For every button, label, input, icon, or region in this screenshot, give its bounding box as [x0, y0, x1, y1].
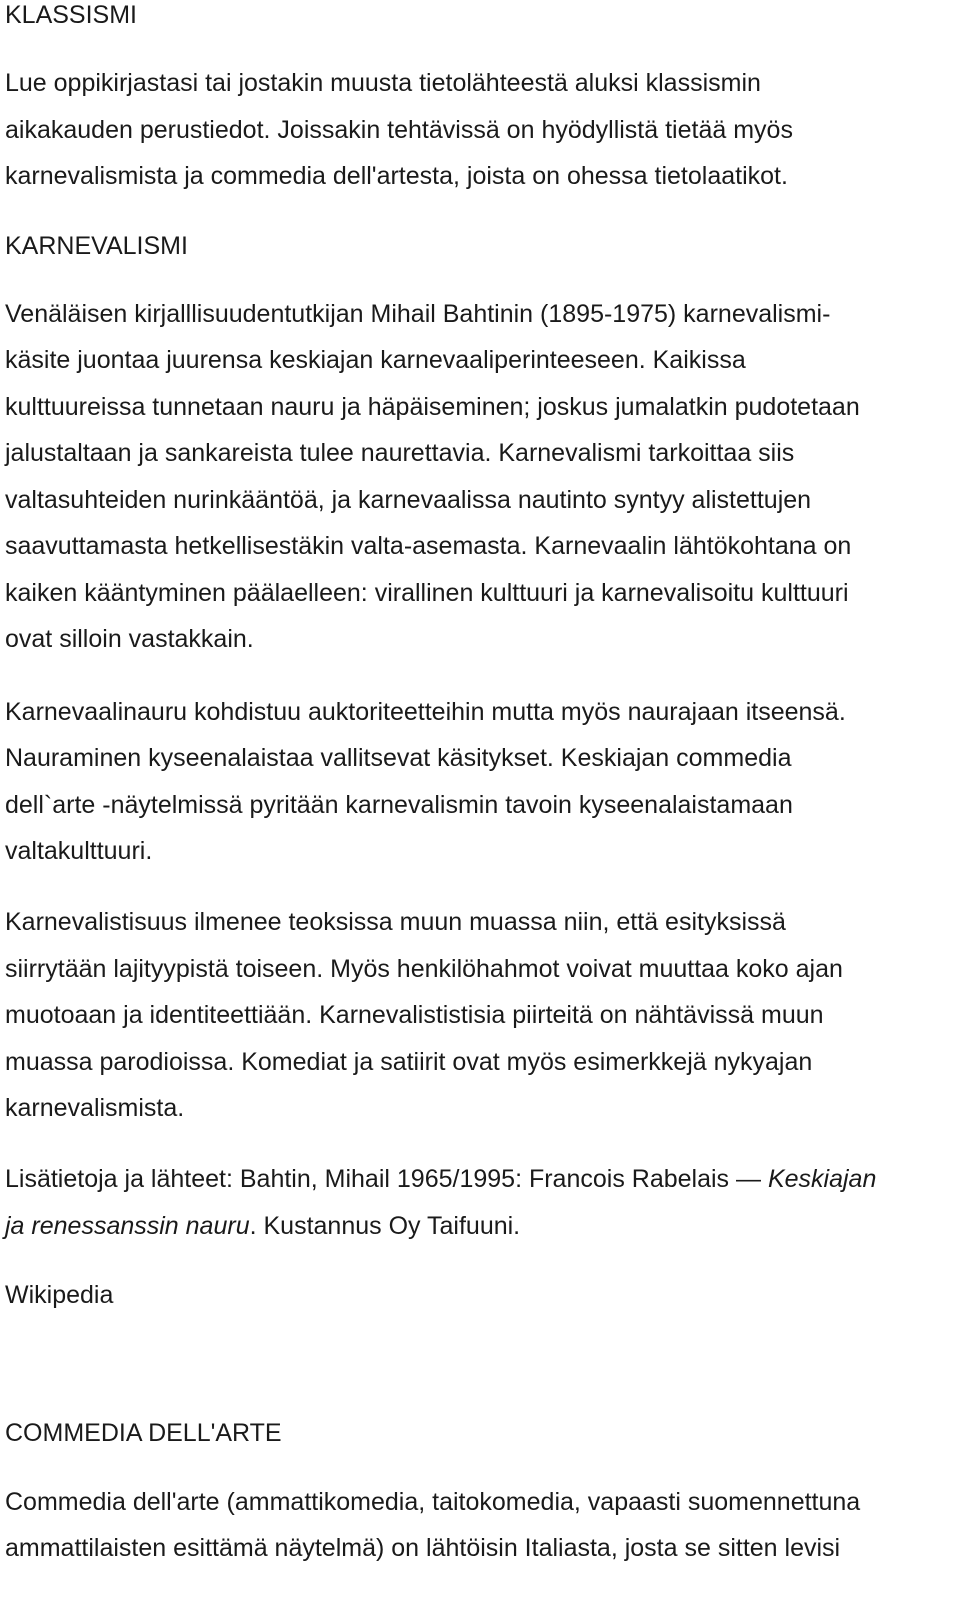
paragraph-line: Commedia dell'arte (ammattikomedia, taitokomedia, vapaasti suomennettuna — [5, 1488, 861, 1516]
paragraph-line: kaiken kääntyminen päälaelleen: virallinen kulttuuri ja karnevalisoitu kulttuuri — [5, 579, 849, 607]
paragraph-line: valtakulttuuri. — [5, 837, 153, 865]
paragraph-line: Nauraminen kyseenalaistaa vallitsevat käsitykset. Keskiajan commedia — [5, 744, 792, 772]
paragraph-line: Karnevalistisuus ilmenee teoksissa muun muassa niin, että esityksissä — [5, 908, 786, 936]
paragraph-line: jalustaltaan ja sankareista tulee naurettavia. Karnevalismi tarkoittaa siis — [5, 439, 795, 467]
paragraph-line: dell`arte -näytelmissä pyritään karnevalismin tavoin kyseenalaistamaan — [5, 791, 793, 819]
paragraph-line: käsite juontaa juurensa keskiajan karnevaaliperinteeseen. Kaikissa — [5, 346, 746, 374]
paragraph-line: Karnevaalinauru kohdistuu auktoriteetteihin mutta myös naurajaan itseensä. — [5, 698, 846, 726]
paragraph-line: Venäläisen kirjalllisuudentutkijan Mihail Bahtinin (1895-1975) karnevalismi- — [5, 300, 831, 328]
paragraph-line: ovat silloin vastakkain. — [5, 625, 254, 653]
paragraph-line: muassa parodioissa. Komediat ja satiirit ovat myös esimerkkejä nykyajan — [5, 1048, 813, 1076]
sources-line-1 — [5, 1164, 876, 1194]
paragraph-line: siirrytään lajityypistä toiseen. Myös henkilöhahmot voivat muuttaa koko ajan — [5, 955, 843, 983]
intro-line: karnevalismista ja commedia dell'artesta, joista on ohessa tietolaatikot. — [5, 162, 788, 190]
paragraph-line: saavuttamasta hetkellisestäkin valta-asemasta. Karnevaalin lähtökohtana on — [5, 532, 852, 560]
paragraph-line: karnevalismista. — [5, 1094, 185, 1122]
book-title-part-2: ja renessanssin nauru — [5, 1212, 250, 1240]
heading-karnevalismi: KARNEVALISMI — [5, 232, 188, 260]
heading-klassismi: KLASSISMI — [5, 1, 137, 29]
paragraph-line: ammattilaisten esittämä näytelmä) on lähtöisin Italiasta, josta se sitten levisi — [5, 1534, 841, 1562]
sources-text: Lisätietoja ja lähteet: Bahtin, Mihail 1965/1995: Francois Rabelais — — [5, 1165, 768, 1193]
publisher-text: . Kustannus Oy Taifuuni. — [249, 1212, 521, 1240]
paragraph-line: valtasuhteiden nurinkääntöä, ja karnevaalissa nautinto syntyy alistettujen — [5, 486, 812, 514]
sources-line-2 — [5, 1211, 520, 1241]
intro-line: aikakauden perustiedot. Joissakin tehtävissä on hyödyllistä tietää myös — [5, 116, 793, 144]
heading-commedia-dellarte: COMMEDIA DELL'ARTE — [5, 1419, 282, 1447]
book-title-part-1: Keskiajan — [767, 1165, 877, 1193]
paragraph-line: kulttuureissa tunnetaan nauru ja häpäiseminen; joskus jumalatkin pudotetaan — [5, 393, 860, 421]
wikipedia-link[interactable]: Wikipedia — [5, 1281, 114, 1309]
paragraph-line: muotoaan ja identiteettiään. Karnevalististisia piirteitä on nähtävissä muun — [5, 1001, 824, 1029]
intro-line: Lue oppikirjastasi tai jostakin muusta tietolähteestä aluksi klassismin — [5, 69, 761, 97]
